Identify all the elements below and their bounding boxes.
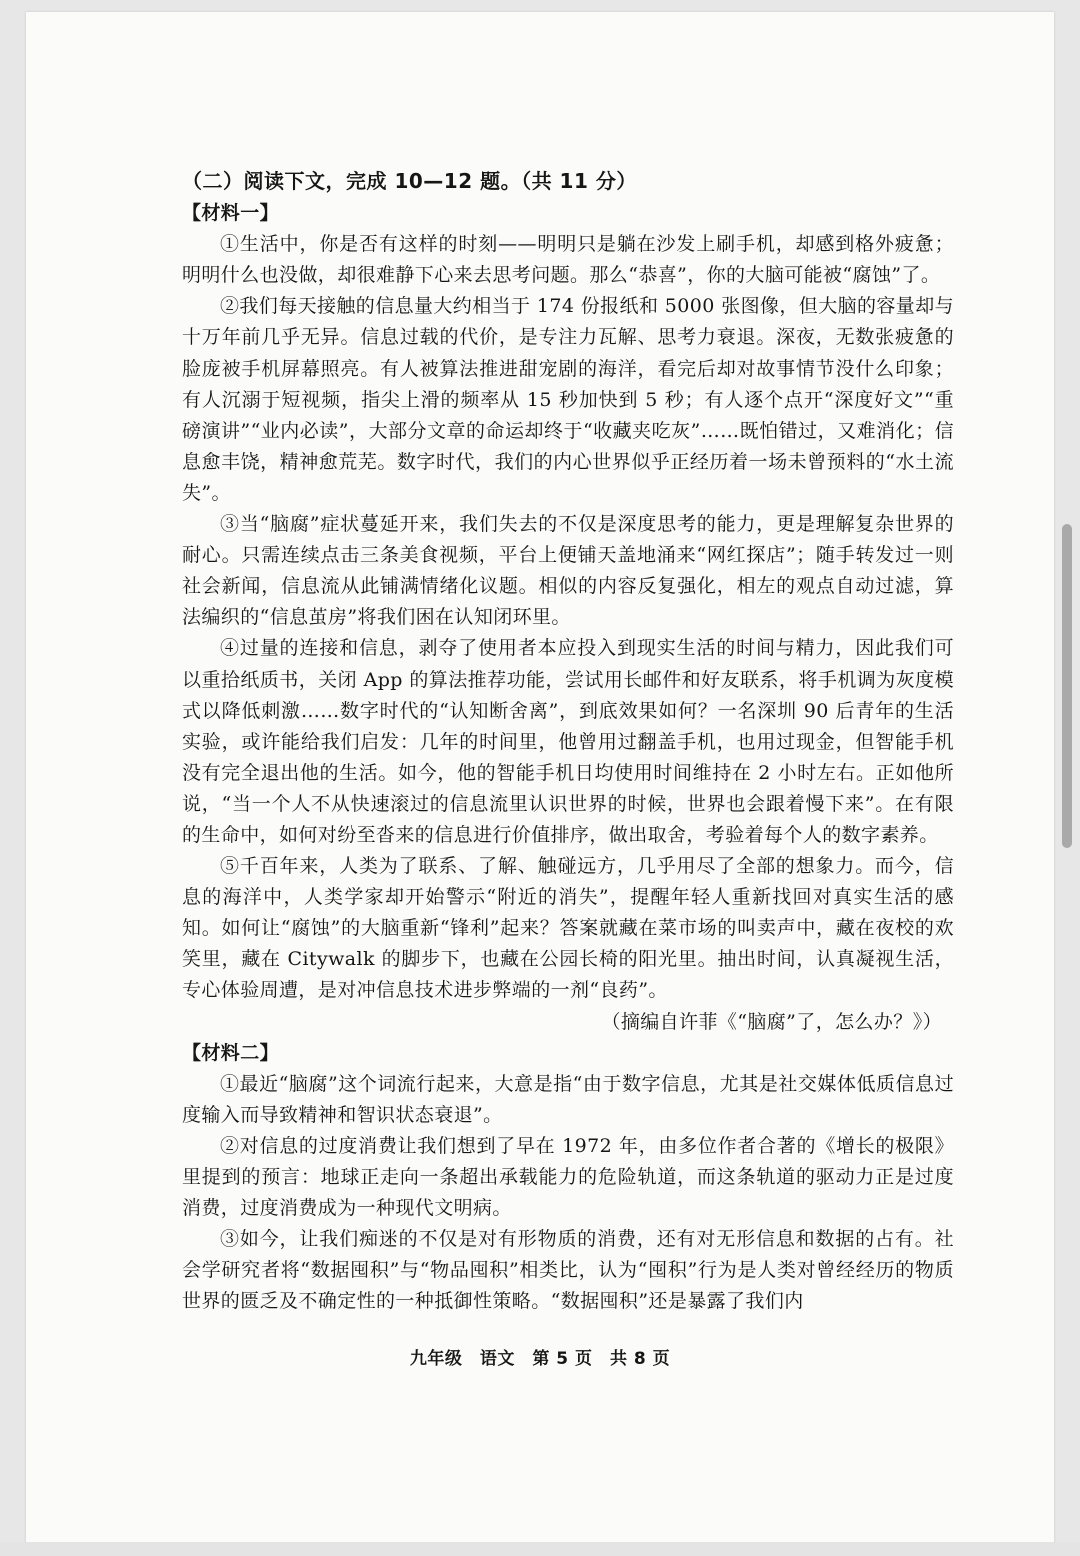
material-two-paragraph-3: ③如今，让我们痴迷的不仅是对有形物质的消费，还有对无形信息和数据的占有。社会学研究者将“数据囤积”与“物品囤积”相类比，认为“囤积”行为是人类对曾经经历的物质世界的匮乏及不确定性的一种抵御性策略。“数据囤积”还是暴露了我们内 bbox=[182, 1228, 954, 1313]
material-one-paragraph-4: ④过量的连接和信息，剥夺了使用者本应投入到现实生活的时间与精力，因此我们可以重拾纸质书，关闭 App 的算法推荐功能，尝试用长邮件和好友联系，将手机调为灰度模式以降低刺激……数字时代的“认知断舍离”，到底效果如何？一名深圳 90 后青年的生活实验，或许能给我们启发：几年的时间里，他曾用过翻盖手机，也用过现金，但智能手机没有完全退出他的生活。如今，他的智能手机日均使用时间维持在 2 小时左右。正如他所说，“当一个人不从快速滚过的信息流里认识世界的时候，世界也会跟着慢下来”。在有限的生命中，如何对纷至沓来的信息进行价值排序，做出取舍，考验着每个人的数字素养。 bbox=[182, 637, 954, 846]
material-one-paragraph-2: ②我们每天接触的信息量大约相当于 174 份报纸和 5000 张图像，但大脑的容量却与十万年前几乎无异。信息过载的代价，是专注力瓦解、思考力衰退。深夜，无数张疲惫的脸庞被手机屏幕照亮。有人被算法推进甜宠剧的海洋，看完后却对故事情节没什么印象；有人沉溺于短视频，指尖上滑的频率从 15 秒加快到 5 秒；有人逐个点开“深度好文”“重磅演讲”“业内必读”，大部分文章的命运却终于“收藏夹吃灰”……既怕错过，又难消化；信息愈丰饶，精神愈荒芜。数字时代，我们的内心世界似乎正经历着一场未曾预料的“水土流失”。 bbox=[182, 295, 954, 504]
material-two-paragraph-2: ②对信息的过度消费让我们想到了早在 1972 年，由多位作者合著的《增长的极限》里提到的预言：地球正走向一条超出承载能力的危险轨道，而这条轨道的驱动力正是过度消费，过度消费成为一种现代文明病。 bbox=[182, 1134, 954, 1220]
page-content bbox=[182, 166, 954, 1317]
material-one-source: （摘编自许菲《“脑腐”了，怎么办？》） bbox=[601, 1010, 942, 1033]
material-one-paragraph-3: ③当“脑腐”症状蔓延开来，我们失去的不仅是深度思考的能力，更是理解复杂世界的耐心。只需连续点击三条美食视频，平台上便铺天盖地涌来“网红探店”；随手转发过一则社会新闻，信息流从此铺满情绪化议题。相似的内容反复强化，相左的观点自动过滤，算法编织的“信息茧房”将我们困在认知闭环里。 bbox=[182, 513, 954, 629]
section-title: （二）阅读下文，完成 10—12 题。（共 11 分） bbox=[182, 169, 637, 193]
page-footer: 九年级 语文 第 5 页 共 8 页 bbox=[409, 1349, 671, 1369]
material-two-paragraph-1: ①最近“脑腐”这个词流行起来，大意是指“由于数字信息，尤其是社交媒体低质信息过度输入而导致精神和智识状态衰退”。 bbox=[182, 1072, 954, 1126]
material-one-paragraph-5: ⑤千百年来，人类为了联系、了解、触碰远方，几乎用尽了全部的想象力。而今，信息的海洋中，人类学家却开始警示“附近的消失”，提醒年轻人重新找回对真实生活的感知。如何让“腐蚀”的大脑重新“锋利”起来？答案就藏在菜市场的叫卖声中，藏在夜校的欢笑里，藏在 Citywalk 的脚步下，也藏在公园长椅的阳光里。抽出时间，认真凝视生活，专心体验周遭，是对冲信息技术进步弊端的一剂“良药”。 bbox=[182, 855, 954, 1002]
material-one-paragraph-1: ①生活中，你是否有这样的时刻——明明只是躺在沙发上刷手机，却感到格外疲惫；明明什么也没做，却很难静下心来去思考问题。那么“恭喜”，你的大脑可能被“腐蚀”了。 bbox=[182, 233, 954, 287]
material-one-label: 【材料一】 bbox=[182, 202, 280, 225]
bottom-edge bbox=[0, 1542, 1080, 1556]
material-two-label: 【材料二】 bbox=[182, 1041, 280, 1064]
vertical-scrollbar[interactable] bbox=[1062, 524, 1072, 848]
